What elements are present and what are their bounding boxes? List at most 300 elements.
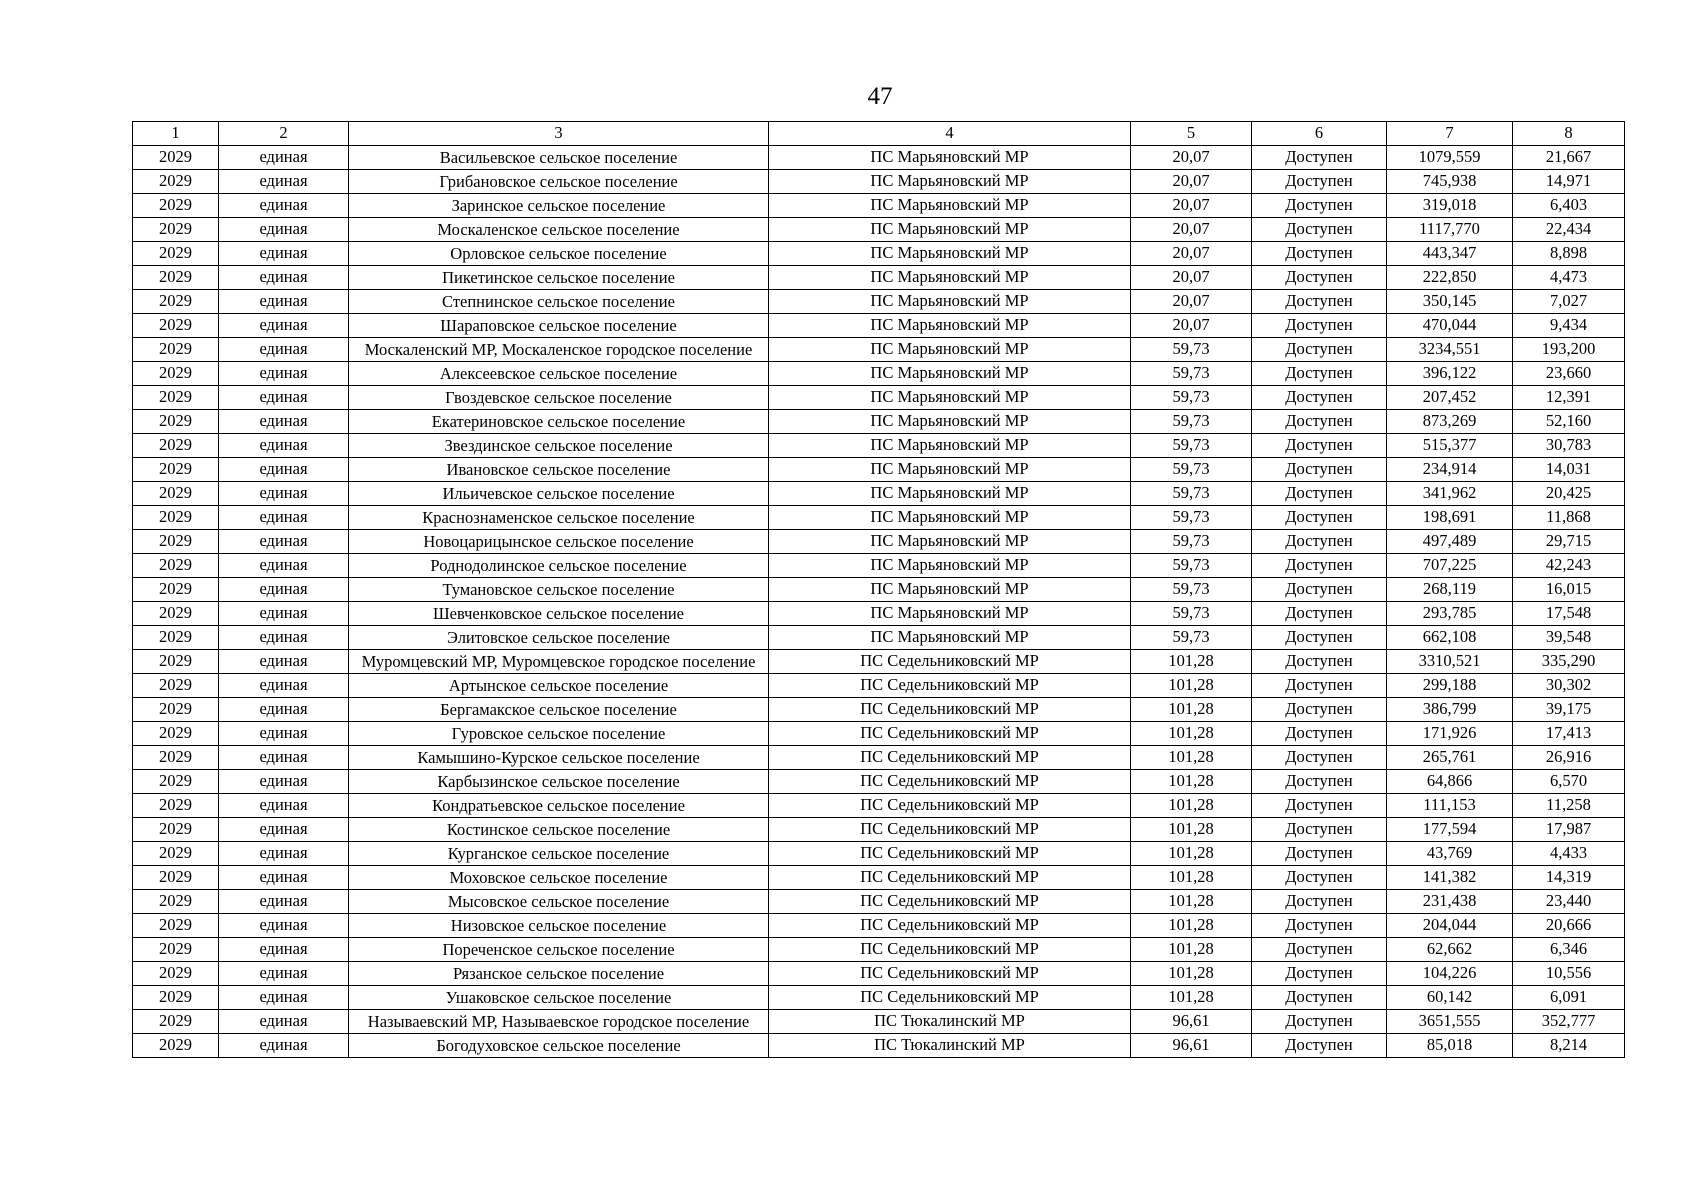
- table-row: [133, 385, 1625, 409]
- cell-value-5: 101,28: [1131, 817, 1252, 841]
- cell-value-5: 59,73: [1131, 553, 1252, 577]
- cell-substation: ПС Марьяновский МР: [769, 529, 1131, 553]
- cell-type: единая: [219, 577, 349, 601]
- cell-substation: ПС Марьяновский МР: [769, 169, 1131, 193]
- cell-value-7: 350,145: [1387, 289, 1513, 313]
- cell-year: 2029: [133, 865, 219, 889]
- cell-year: 2029: [133, 601, 219, 625]
- cell-year: 2029: [133, 817, 219, 841]
- cell-value-8: 30,783: [1513, 433, 1625, 457]
- cell-settlement: Курганское сельское поселение: [349, 841, 769, 865]
- cell-value-7: 231,438: [1387, 889, 1513, 913]
- cell-value-5: 101,28: [1131, 937, 1252, 961]
- cell-status: Доступен: [1252, 1033, 1387, 1057]
- cell-value-5: 59,73: [1131, 433, 1252, 457]
- cell-year: 2029: [133, 769, 219, 793]
- cell-year: 2029: [133, 937, 219, 961]
- cell-value-8: 8,214: [1513, 1033, 1625, 1057]
- cell-value-7: 1079,559: [1387, 145, 1513, 169]
- cell-value-7: 62,662: [1387, 937, 1513, 961]
- cell-value-5: 101,28: [1131, 985, 1252, 1009]
- cell-substation: ПС Марьяновский МР: [769, 409, 1131, 433]
- table-row: [133, 769, 1625, 793]
- cell-value-7: 265,761: [1387, 745, 1513, 769]
- cell-year: 2029: [133, 1033, 219, 1057]
- cell-type: единая: [219, 457, 349, 481]
- cell-value-7: 470,044: [1387, 313, 1513, 337]
- cell-value-7: 177,594: [1387, 817, 1513, 841]
- table-row: [133, 529, 1625, 553]
- cell-substation: ПС Седельниковский МР: [769, 793, 1131, 817]
- cell-status: Доступен: [1252, 985, 1387, 1009]
- cell-settlement: Гуровское сельское поселение: [349, 721, 769, 745]
- cell-status: Доступен: [1252, 265, 1387, 289]
- cell-value-7: 64,866: [1387, 769, 1513, 793]
- cell-status: Доступен: [1252, 673, 1387, 697]
- table-row: [133, 673, 1625, 697]
- table-row: [133, 481, 1625, 505]
- cell-year: 2029: [133, 265, 219, 289]
- cell-type: единая: [219, 169, 349, 193]
- cell-value-7: 293,785: [1387, 601, 1513, 625]
- cell-status: Доступен: [1252, 745, 1387, 769]
- table-row: [133, 169, 1625, 193]
- cell-status: Доступен: [1252, 817, 1387, 841]
- cell-type: единая: [219, 769, 349, 793]
- cell-status: Доступен: [1252, 481, 1387, 505]
- cell-substation: ПС Седельниковский МР: [769, 769, 1131, 793]
- cell-value-8: 20,666: [1513, 913, 1625, 937]
- table-row: [133, 889, 1625, 913]
- cell-substation: ПС Седельниковский МР: [769, 937, 1131, 961]
- table-row: [133, 289, 1625, 313]
- table-row: [133, 937, 1625, 961]
- cell-status: Доступен: [1252, 385, 1387, 409]
- cell-substation: ПС Седельниковский МР: [769, 721, 1131, 745]
- cell-status: Доступен: [1252, 361, 1387, 385]
- cell-value-7: 234,914: [1387, 457, 1513, 481]
- cell-value-7: 3310,521: [1387, 649, 1513, 673]
- column-header-4: 4: [769, 122, 1131, 146]
- table-row: [133, 433, 1625, 457]
- cell-value-8: 22,434: [1513, 217, 1625, 241]
- cell-settlement: Низовское сельское поселение: [349, 913, 769, 937]
- cell-value-8: 26,916: [1513, 745, 1625, 769]
- cell-value-7: 3234,551: [1387, 337, 1513, 361]
- cell-status: Доступен: [1252, 961, 1387, 985]
- cell-year: 2029: [133, 337, 219, 361]
- cell-type: единая: [219, 625, 349, 649]
- cell-type: единая: [219, 937, 349, 961]
- cell-type: единая: [219, 913, 349, 937]
- cell-type: единая: [219, 1009, 349, 1033]
- cell-settlement: Карбызинское сельское поселение: [349, 769, 769, 793]
- cell-value-5: 59,73: [1131, 385, 1252, 409]
- cell-value-5: 59,73: [1131, 457, 1252, 481]
- cell-value-5: 20,07: [1131, 217, 1252, 241]
- cell-type: единая: [219, 265, 349, 289]
- cell-settlement: Тумановское сельское поселение: [349, 577, 769, 601]
- cell-settlement: Шараповское сельское поселение: [349, 313, 769, 337]
- cell-value-5: 59,73: [1131, 505, 1252, 529]
- cell-value-8: 17,413: [1513, 721, 1625, 745]
- cell-value-5: 101,28: [1131, 673, 1252, 697]
- cell-value-5: 20,07: [1131, 289, 1252, 313]
- cell-settlement: Роднодолинское сельское поселение: [349, 553, 769, 577]
- cell-type: единая: [219, 217, 349, 241]
- cell-value-8: 39,175: [1513, 697, 1625, 721]
- cell-value-5: 96,61: [1131, 1009, 1252, 1033]
- table-row: [133, 913, 1625, 937]
- cell-type: единая: [219, 865, 349, 889]
- cell-substation: ПС Марьяновский МР: [769, 241, 1131, 265]
- cell-value-5: 101,28: [1131, 721, 1252, 745]
- cell-value-7: 745,938: [1387, 169, 1513, 193]
- cell-year: 2029: [133, 961, 219, 985]
- cell-type: единая: [219, 145, 349, 169]
- cell-settlement: Звездинское сельское поселение: [349, 433, 769, 457]
- cell-year: 2029: [133, 505, 219, 529]
- cell-substation: ПС Марьяновский МР: [769, 193, 1131, 217]
- cell-year: 2029: [133, 481, 219, 505]
- cell-value-8: 6,346: [1513, 937, 1625, 961]
- cell-type: единая: [219, 481, 349, 505]
- cell-value-8: 9,434: [1513, 313, 1625, 337]
- cell-year: 2029: [133, 529, 219, 553]
- cell-status: Доступен: [1252, 529, 1387, 553]
- cell-substation: ПС Марьяновский МР: [769, 457, 1131, 481]
- cell-value-5: 101,28: [1131, 889, 1252, 913]
- cell-substation: ПС Марьяновский МР: [769, 361, 1131, 385]
- cell-status: Доступен: [1252, 409, 1387, 433]
- cell-status: Доступен: [1252, 697, 1387, 721]
- cell-year: 2029: [133, 433, 219, 457]
- cell-type: единая: [219, 649, 349, 673]
- cell-value-5: 59,73: [1131, 529, 1252, 553]
- cell-status: Доступен: [1252, 601, 1387, 625]
- cell-value-7: 319,018: [1387, 193, 1513, 217]
- cell-settlement: Ильичевское сельское поселение: [349, 481, 769, 505]
- column-header-8: 8: [1513, 122, 1625, 146]
- cell-substation: ПС Седельниковский МР: [769, 673, 1131, 697]
- cell-value-7: 268,119: [1387, 577, 1513, 601]
- cell-substation: ПС Седельниковский МР: [769, 697, 1131, 721]
- cell-value-7: 204,044: [1387, 913, 1513, 937]
- cell-type: единая: [219, 241, 349, 265]
- cell-year: 2029: [133, 241, 219, 265]
- cell-value-8: 7,027: [1513, 289, 1625, 313]
- cell-settlement: Москаленское сельское поселение: [349, 217, 769, 241]
- cell-value-5: 101,28: [1131, 865, 1252, 889]
- cell-value-7: 515,377: [1387, 433, 1513, 457]
- cell-value-5: 20,07: [1131, 241, 1252, 265]
- cell-year: 2029: [133, 385, 219, 409]
- cell-status: Доступен: [1252, 433, 1387, 457]
- cell-value-5: 59,73: [1131, 409, 1252, 433]
- cell-settlement: Называевский МР, Называевское городское поселение: [349, 1009, 769, 1033]
- cell-type: единая: [219, 745, 349, 769]
- table-row: [133, 145, 1625, 169]
- cell-substation: ПС Марьяновский МР: [769, 313, 1131, 337]
- cell-value-5: 20,07: [1131, 193, 1252, 217]
- cell-status: Доступен: [1252, 193, 1387, 217]
- cell-type: единая: [219, 193, 349, 217]
- cell-substation: ПС Седельниковский МР: [769, 961, 1131, 985]
- table-row: [133, 985, 1625, 1009]
- cell-type: единая: [219, 553, 349, 577]
- cell-value-5: 20,07: [1131, 313, 1252, 337]
- cell-type: единая: [219, 961, 349, 985]
- cell-year: 2029: [133, 553, 219, 577]
- cell-status: Доступен: [1252, 145, 1387, 169]
- table-row: [133, 601, 1625, 625]
- cell-value-7: 85,018: [1387, 1033, 1513, 1057]
- cell-value-5: 59,73: [1131, 337, 1252, 361]
- table-row: [133, 697, 1625, 721]
- cell-substation: ПС Марьяновский МР: [769, 625, 1131, 649]
- cell-value-7: 707,225: [1387, 553, 1513, 577]
- cell-value-5: 59,73: [1131, 361, 1252, 385]
- cell-settlement: Екатериновское сельское поселение: [349, 409, 769, 433]
- cell-year: 2029: [133, 793, 219, 817]
- cell-value-8: 30,302: [1513, 673, 1625, 697]
- cell-value-8: 52,160: [1513, 409, 1625, 433]
- header-row: [133, 122, 1625, 146]
- cell-value-8: 10,556: [1513, 961, 1625, 985]
- cell-value-8: 12,391: [1513, 385, 1625, 409]
- cell-value-8: 8,898: [1513, 241, 1625, 265]
- cell-settlement: Муромцевский МР, Муромцевское городское поселение: [349, 649, 769, 673]
- cell-value-7: 386,799: [1387, 697, 1513, 721]
- cell-value-8: 335,290: [1513, 649, 1625, 673]
- cell-substation: ПС Марьяновский МР: [769, 217, 1131, 241]
- cell-substation: ПС Марьяновский МР: [769, 577, 1131, 601]
- cell-value-7: 3651,555: [1387, 1009, 1513, 1033]
- cell-value-5: 101,28: [1131, 793, 1252, 817]
- cell-settlement: Камышино-Курское сельское поселение: [349, 745, 769, 769]
- cell-type: единая: [219, 289, 349, 313]
- table-row: [133, 649, 1625, 673]
- cell-year: 2029: [133, 625, 219, 649]
- table-row: [133, 361, 1625, 385]
- cell-settlement: Рязанское сельское поселение: [349, 961, 769, 985]
- cell-type: единая: [219, 1033, 349, 1057]
- cell-value-5: 101,28: [1131, 745, 1252, 769]
- column-header-7: 7: [1387, 122, 1513, 146]
- cell-settlement: Новоцарицынское сельское поселение: [349, 529, 769, 553]
- cell-type: единая: [219, 409, 349, 433]
- cell-status: Доступен: [1252, 457, 1387, 481]
- cell-settlement: Заринское сельское поселение: [349, 193, 769, 217]
- table-row: [133, 457, 1625, 481]
- cell-year: 2029: [133, 649, 219, 673]
- cell-year: 2029: [133, 409, 219, 433]
- cell-value-7: 341,962: [1387, 481, 1513, 505]
- cell-settlement: Кондратьевское сельское поселение: [349, 793, 769, 817]
- cell-type: единая: [219, 985, 349, 1009]
- cell-settlement: Ивановское сельское поселение: [349, 457, 769, 481]
- cell-value-7: 396,122: [1387, 361, 1513, 385]
- cell-type: единая: [219, 673, 349, 697]
- table-row: [133, 193, 1625, 217]
- cell-value-5: 59,73: [1131, 601, 1252, 625]
- column-header-6: 6: [1252, 122, 1387, 146]
- table-row: [133, 961, 1625, 985]
- cell-year: 2029: [133, 985, 219, 1009]
- cell-settlement: Алексеевское сельское поселение: [349, 361, 769, 385]
- cell-status: Доступен: [1252, 721, 1387, 745]
- cell-year: 2029: [133, 745, 219, 769]
- cell-value-7: 497,489: [1387, 529, 1513, 553]
- column-header-2: 2: [219, 122, 349, 146]
- cell-value-7: 299,188: [1387, 673, 1513, 697]
- cell-value-5: 101,28: [1131, 961, 1252, 985]
- cell-status: Доступен: [1252, 289, 1387, 313]
- cell-settlement: Элитовское сельское поселение: [349, 625, 769, 649]
- cell-value-8: 16,015: [1513, 577, 1625, 601]
- cell-type: единая: [219, 601, 349, 625]
- cell-value-7: 1117,770: [1387, 217, 1513, 241]
- table-row: [133, 553, 1625, 577]
- cell-value-7: 104,226: [1387, 961, 1513, 985]
- cell-value-8: 4,433: [1513, 841, 1625, 865]
- cell-status: Доступен: [1252, 913, 1387, 937]
- cell-type: единая: [219, 505, 349, 529]
- cell-year: 2029: [133, 217, 219, 241]
- cell-type: единая: [219, 313, 349, 337]
- cell-value-7: 141,382: [1387, 865, 1513, 889]
- table-row: [133, 865, 1625, 889]
- table-row: [133, 217, 1625, 241]
- cell-settlement: Богодуховское сельское поселение: [349, 1033, 769, 1057]
- table-row: [133, 241, 1625, 265]
- cell-settlement: Пореченское сельское поселение: [349, 937, 769, 961]
- cell-year: 2029: [133, 457, 219, 481]
- cell-settlement: Гвоздевское сельское поселение: [349, 385, 769, 409]
- cell-year: 2029: [133, 289, 219, 313]
- cell-settlement: Краснознаменское сельское поселение: [349, 505, 769, 529]
- cell-status: Доступен: [1252, 217, 1387, 241]
- cell-settlement: Грибановское сельское поселение: [349, 169, 769, 193]
- cell-value-7: 662,108: [1387, 625, 1513, 649]
- cell-year: 2029: [133, 577, 219, 601]
- cell-status: Доступен: [1252, 793, 1387, 817]
- table-row: [133, 841, 1625, 865]
- cell-year: 2029: [133, 673, 219, 697]
- cell-settlement: Москаленский МР, Москаленское городское поселение: [349, 337, 769, 361]
- cell-status: Доступен: [1252, 841, 1387, 865]
- table-row: [133, 409, 1625, 433]
- cell-substation: ПС Марьяновский МР: [769, 505, 1131, 529]
- cell-value-8: 6,091: [1513, 985, 1625, 1009]
- cell-settlement: Мысовское сельское поселение: [349, 889, 769, 913]
- cell-substation: ПС Марьяновский МР: [769, 601, 1131, 625]
- cell-status: Доступен: [1252, 889, 1387, 913]
- cell-value-7: 171,926: [1387, 721, 1513, 745]
- table-row: [133, 313, 1625, 337]
- cell-value-8: 6,403: [1513, 193, 1625, 217]
- cell-value-8: 17,987: [1513, 817, 1625, 841]
- cell-settlement: Костинское сельское поселение: [349, 817, 769, 841]
- cell-value-8: 352,777: [1513, 1009, 1625, 1033]
- cell-value-5: 59,73: [1131, 481, 1252, 505]
- data-table: [132, 121, 1625, 1058]
- cell-value-8: 21,667: [1513, 145, 1625, 169]
- cell-status: Доступен: [1252, 313, 1387, 337]
- table-row: [133, 625, 1625, 649]
- cell-value-8: 11,868: [1513, 505, 1625, 529]
- cell-substation: ПС Седельниковский МР: [769, 817, 1131, 841]
- cell-substation: ПС Седельниковский МР: [769, 913, 1131, 937]
- cell-status: Доступен: [1252, 1009, 1387, 1033]
- cell-status: Доступен: [1252, 169, 1387, 193]
- cell-settlement: Орловское сельское поселение: [349, 241, 769, 265]
- cell-value-7: 60,142: [1387, 985, 1513, 1009]
- cell-value-7: 222,850: [1387, 265, 1513, 289]
- cell-type: единая: [219, 385, 349, 409]
- cell-substation: ПС Седельниковский МР: [769, 841, 1131, 865]
- cell-value-5: 59,73: [1131, 625, 1252, 649]
- table-row: [133, 745, 1625, 769]
- table-row: [133, 265, 1625, 289]
- cell-status: Доступен: [1252, 625, 1387, 649]
- cell-status: Доступен: [1252, 553, 1387, 577]
- cell-substation: ПС Марьяновский МР: [769, 265, 1131, 289]
- cell-year: 2029: [133, 1009, 219, 1033]
- cell-type: единая: [219, 841, 349, 865]
- cell-value-5: 101,28: [1131, 913, 1252, 937]
- column-header-5: 5: [1131, 122, 1252, 146]
- cell-status: Доступен: [1252, 577, 1387, 601]
- cell-value-8: 6,570: [1513, 769, 1625, 793]
- cell-status: Доступен: [1252, 865, 1387, 889]
- cell-value-5: 101,28: [1131, 697, 1252, 721]
- cell-settlement: Степнинское сельское поселение: [349, 289, 769, 313]
- cell-value-8: 42,243: [1513, 553, 1625, 577]
- cell-value-8: 20,425: [1513, 481, 1625, 505]
- cell-settlement: Пикетинское сельское поселение: [349, 265, 769, 289]
- table-row: [133, 1009, 1625, 1033]
- cell-status: Доступен: [1252, 337, 1387, 361]
- cell-year: 2029: [133, 361, 219, 385]
- cell-settlement: Моховское сельское поселение: [349, 865, 769, 889]
- cell-settlement: Бергамакское сельское поселение: [349, 697, 769, 721]
- cell-substation: ПС Марьяновский МР: [769, 481, 1131, 505]
- table-body: [133, 122, 1625, 1058]
- cell-status: Доступен: [1252, 241, 1387, 265]
- table-row: [133, 505, 1625, 529]
- cell-value-5: 96,61: [1131, 1033, 1252, 1057]
- cell-value-5: 20,07: [1131, 265, 1252, 289]
- cell-value-8: 39,548: [1513, 625, 1625, 649]
- cell-status: Доступен: [1252, 937, 1387, 961]
- cell-settlement: Ушаковское сельское поселение: [349, 985, 769, 1009]
- cell-year: 2029: [133, 193, 219, 217]
- cell-value-8: 17,548: [1513, 601, 1625, 625]
- cell-value-7: 111,153: [1387, 793, 1513, 817]
- cell-year: 2029: [133, 697, 219, 721]
- cell-value-5: 101,28: [1131, 841, 1252, 865]
- cell-year: 2029: [133, 913, 219, 937]
- cell-status: Доступен: [1252, 505, 1387, 529]
- cell-type: единая: [219, 793, 349, 817]
- table-row: [133, 817, 1625, 841]
- cell-year: 2029: [133, 169, 219, 193]
- cell-value-5: 59,73: [1131, 577, 1252, 601]
- cell-year: 2029: [133, 841, 219, 865]
- cell-substation: ПС Марьяновский МР: [769, 289, 1131, 313]
- cell-substation: ПС Седельниковский МР: [769, 745, 1131, 769]
